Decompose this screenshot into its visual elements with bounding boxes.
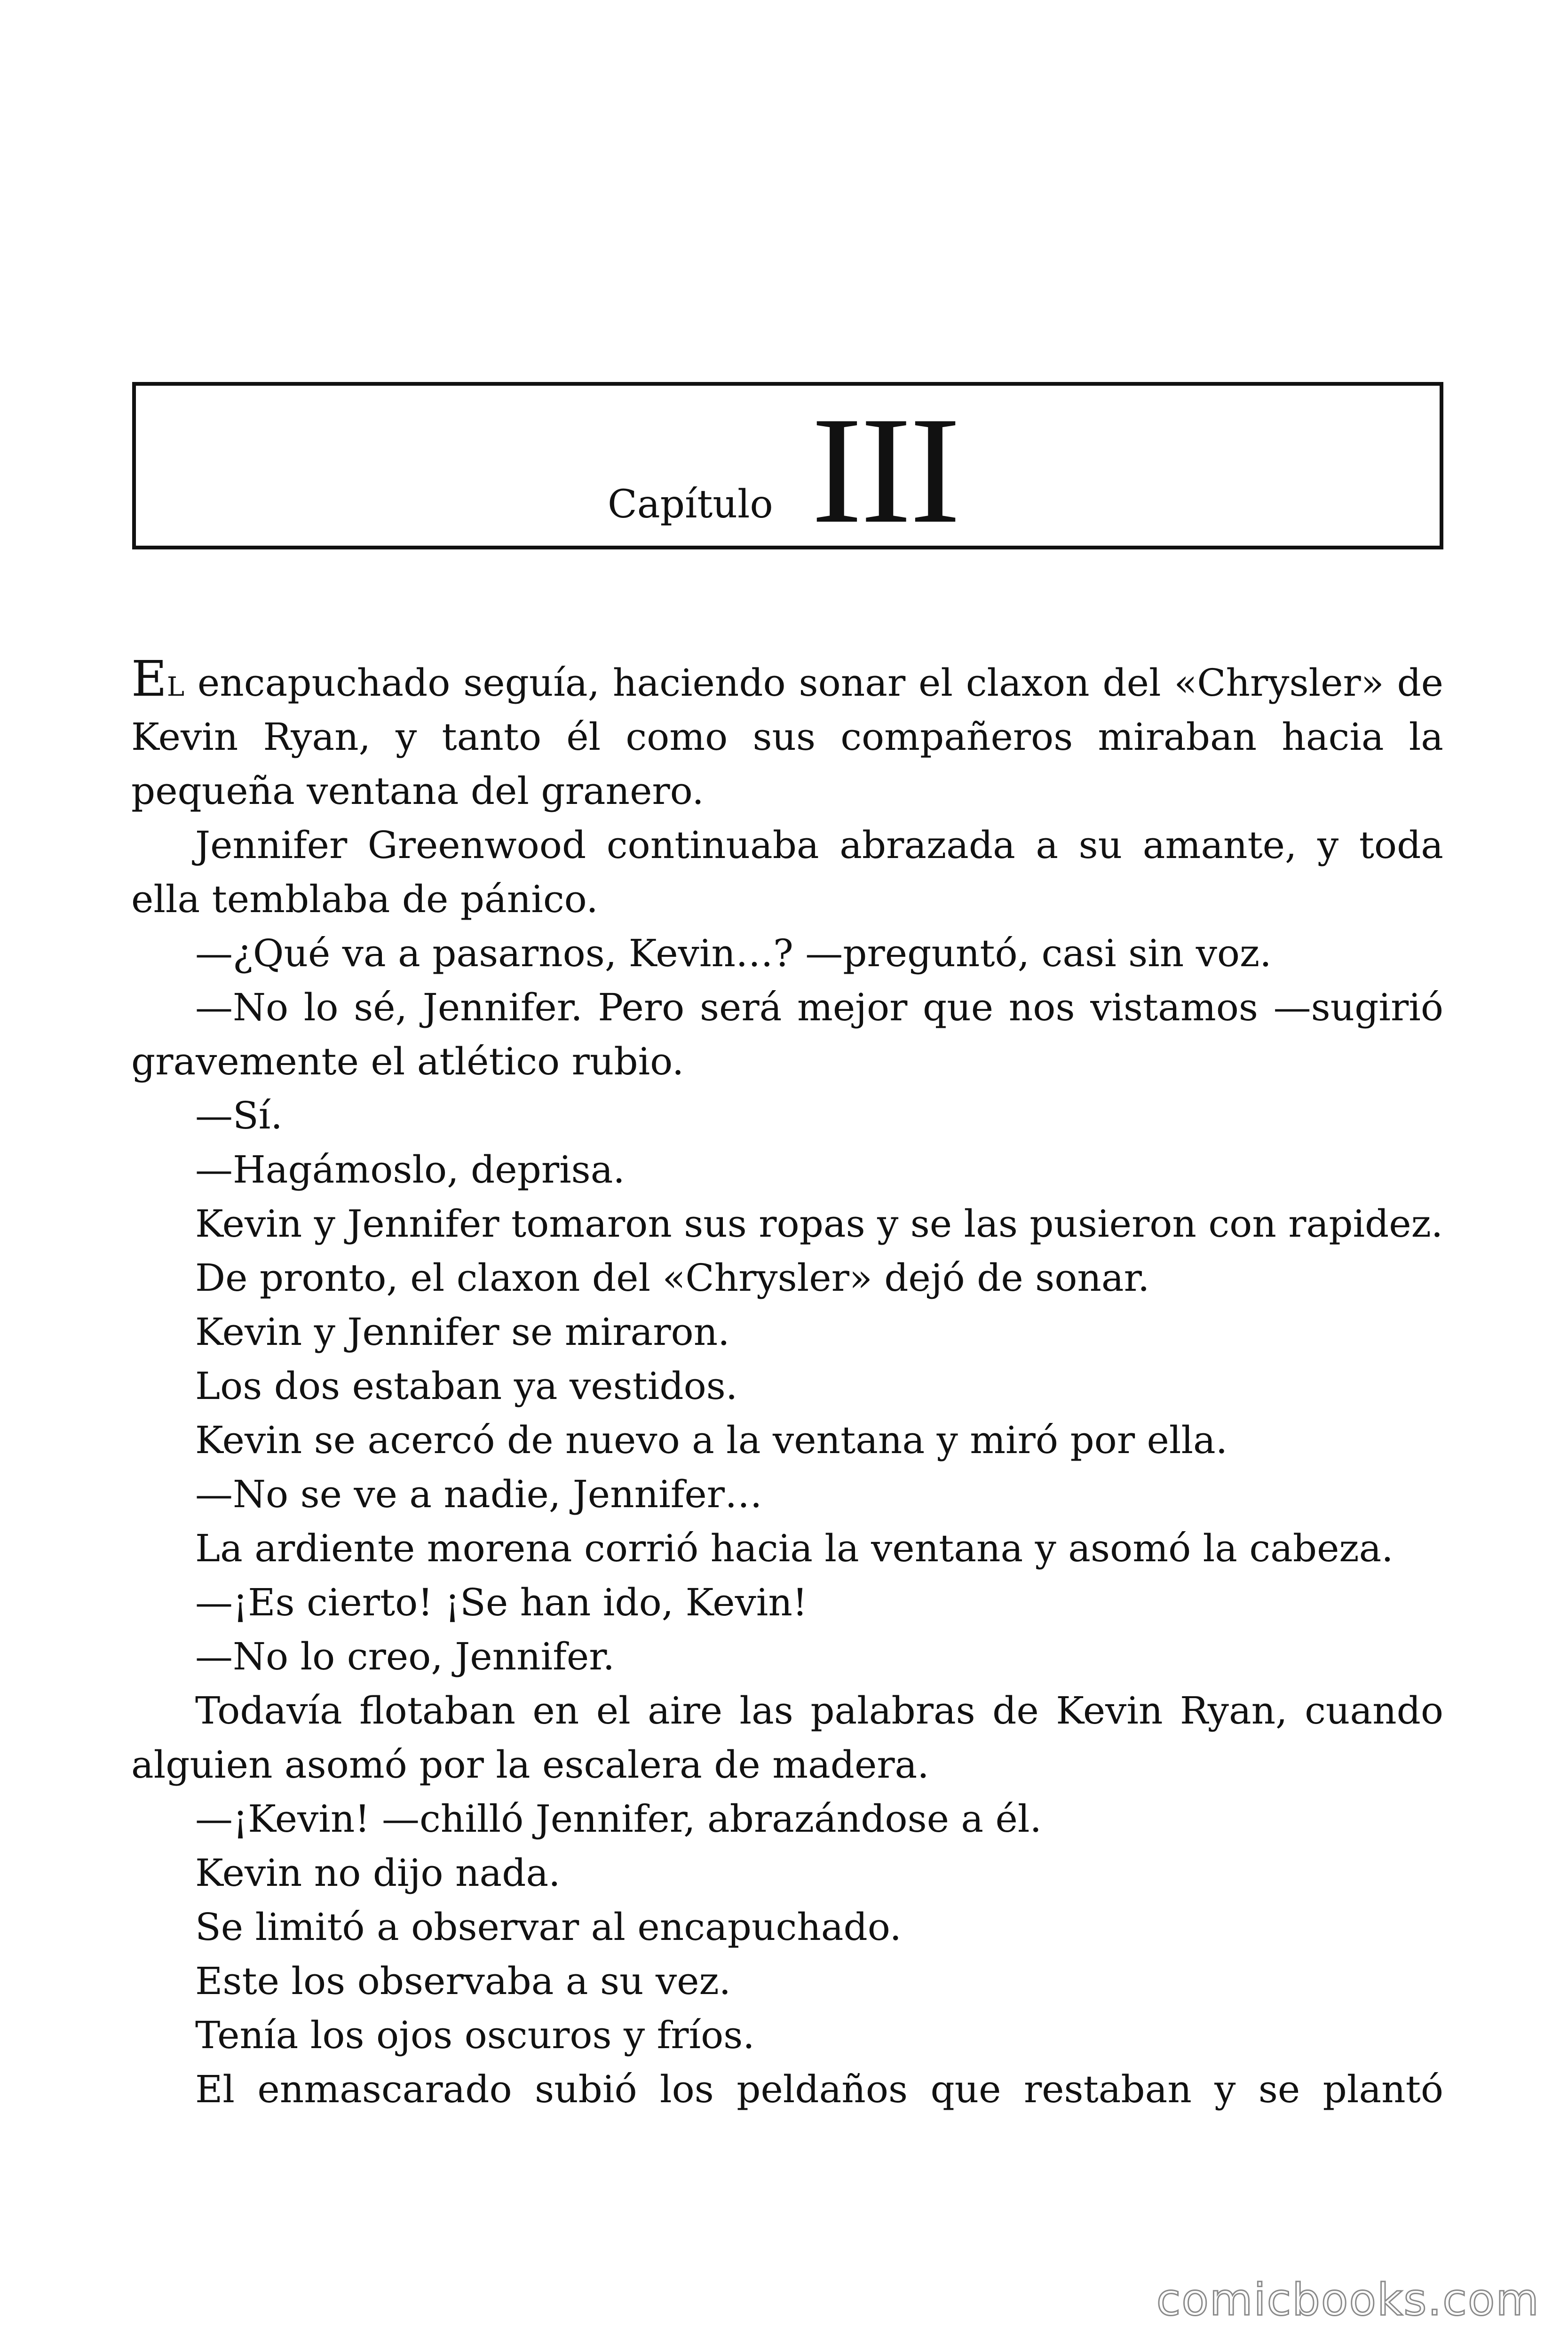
paragraph: —¡Kevin! —chilló Jennifer, abrazándose a él. bbox=[195, 1797, 1042, 1841]
opening-paragraph bbox=[131, 652, 1443, 818]
paragraph: Kevin y Jennifer se miraron. bbox=[195, 1310, 730, 1354]
paragraph: —No lo sé, Jennifer. Pero será mejor que nos vistamos —sugirió gravemente el atlético rubio. bbox=[131, 985, 1443, 1083]
small-cap-letter: l bbox=[166, 661, 185, 705]
paragraph: —Sí. bbox=[195, 1094, 283, 1137]
paragraph: Se limitó a observar al encapuchado. bbox=[195, 1905, 902, 1949]
paragraph: —¡Es cierto! ¡Se han ido, Kevin! bbox=[195, 1581, 808, 1624]
paragraph: Todavía flotaban en el aire las palabras de Kevin Ryan, cuando alguien asomó por la escalera de madera. bbox=[131, 1689, 1443, 1787]
paragraph: Los dos estaban ya vestidos. bbox=[195, 1364, 738, 1408]
paragraph: —¿Qué va a pasarnos, Kevin…? —preguntó, casi sin voz. bbox=[195, 931, 1272, 975]
paragraph: Kevin no dijo nada. bbox=[195, 1851, 561, 1895]
opening-paragraph-text: encapuchado seguía, haciendo sonar el claxon del «Chrysler» de Kevin Ryan, y tanto él como sus compañeros miraban hacia la pequeña ventana del granero. bbox=[131, 661, 1443, 813]
paragraph: —No lo creo, Jennifer. bbox=[195, 1635, 615, 1678]
chapter-body-text bbox=[131, 652, 1443, 2116]
chapter-number: III bbox=[811, 385, 959, 555]
paragraph: La ardiente morena corrió hacia la ventana y asomó la cabeza. bbox=[195, 1526, 1394, 1570]
paragraph: Jennifer Greenwood continuaba abrazada a su amante, y toda ella temblaba de pánico. bbox=[131, 823, 1443, 921]
chapter-label: Capítulo bbox=[608, 482, 773, 527]
paragraph: Tenía los ojos oscuros y fríos. bbox=[195, 2013, 755, 2057]
paragraph: Kevin y Jennifer tomaron sus ropas y se las pusieron con rapidez. bbox=[195, 1202, 1443, 1246]
paragraph: Este los observaba a su vez. bbox=[195, 1959, 731, 2003]
paragraph: Kevin se acercó de nuevo a la ventana y miró por ella. bbox=[195, 1418, 1228, 1462]
paragraph: De pronto, el claxon del «Chrysler» dejó de sonar. bbox=[195, 1256, 1150, 1300]
paragraph: —Hagámoslo, deprisa. bbox=[195, 1148, 625, 1192]
watermark: comicbooks.com bbox=[1156, 2274, 1540, 2326]
paragraph: —No se ve a nadie, Jennifer… bbox=[195, 1472, 762, 1516]
chapter-heading-box bbox=[132, 382, 1443, 555]
closing-paragraph: El enmascarado subió los peldaños que restaban y se plantó bbox=[195, 2067, 1443, 2111]
drop-letter: E bbox=[131, 650, 167, 707]
